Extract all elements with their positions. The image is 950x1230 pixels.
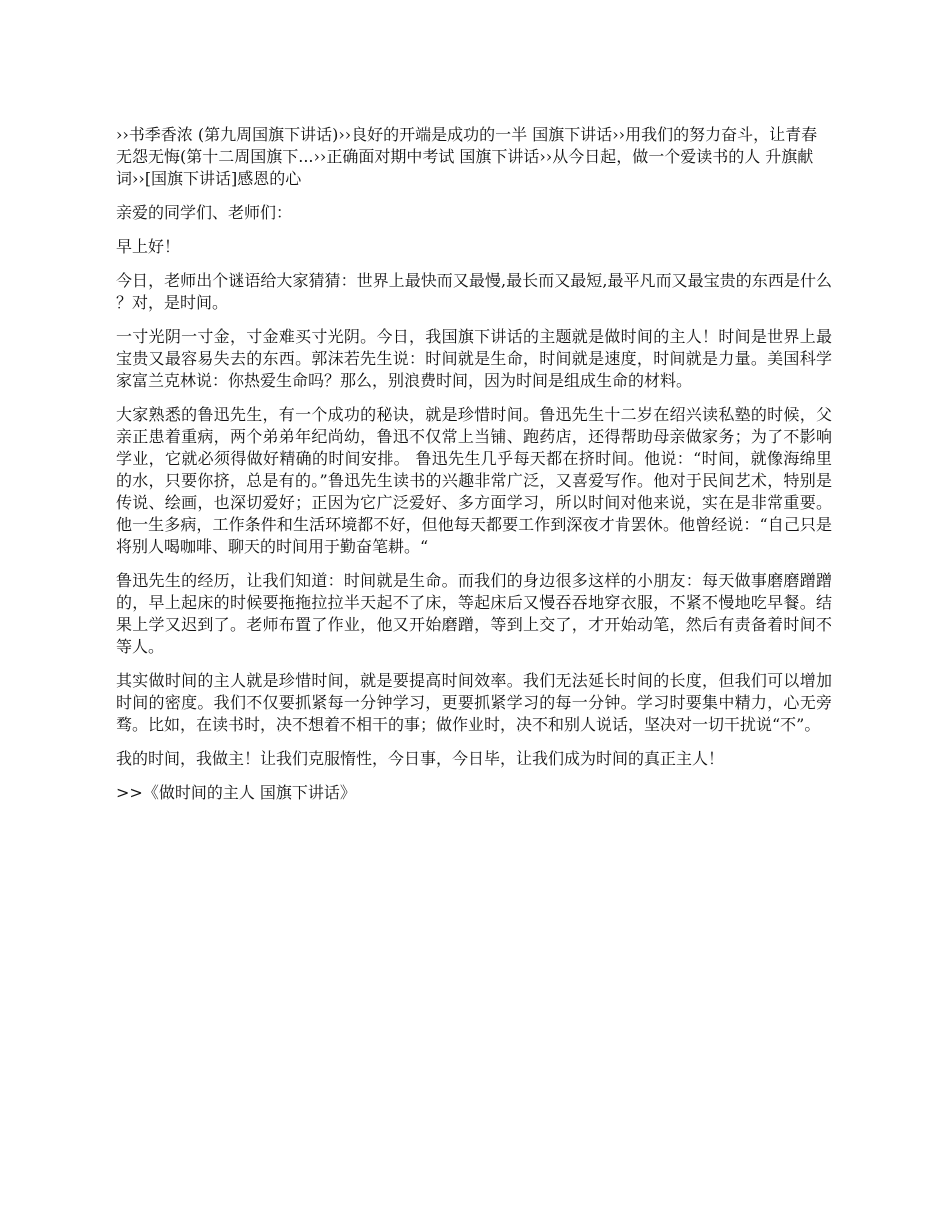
link-separator: ›› — [539, 147, 553, 166]
closing-paragraph: 我的时间，我做主！让我们克服惰性，今日事，今日毕，让我们成为时间的真正主人！ — [116, 749, 725, 768]
body-paragraph: 一寸光阴一寸金，寸金难买寸光阴。今日，我国旗下讲话的主题就是做时间的主人！时间是世界上最宝贵又最容易失去的东西。郭沫若先生说：时间就是生命，时间就是速度，时间就是力量。美国科学家富兰克林说：你热爱生命吗？那么，别浪费时间，因为时间是组成生命的材料。 — [116, 327, 832, 390]
related-link[interactable]: [国旗下讲话]感恩的心 — [144, 169, 302, 188]
salutation: 亲爱的同学们、老师们： — [116, 203, 293, 222]
related-link[interactable]: 用我们的努力奋斗，让青春无怨无悔(第十二周国旗下... — [116, 125, 818, 166]
body-paragraph: 鲁迅先生的经历，让我们知道：时间就是生命。而我们的身边很多这样的小朋友：每天做事磨磨蹭蹭的，早上起床的时候要拖拖拉拉半天起不了床，等起床后又慢吞吞地穿衣服，不紧不慢地吃早餐。结果上学又迟到了。老师布置了作业，他又开始磨蹭，等到上交了，才开始动笔，然后有责备着时间不等人。 — [116, 571, 832, 656]
related-links — [116, 124, 832, 190]
related-link[interactable]: 正确面对期中考试 国旗下讲话 — [326, 147, 540, 166]
related-link[interactable]: 良好的开端是成功的一半 国旗下讲话 — [351, 125, 613, 144]
greeting: 早上好！ — [116, 237, 181, 256]
body-paragraph: 今日，老师出个谜语给大家猜猜：世界上最快而又最慢,最长而又最短,最平凡而又最宝贵的东西是什么？对，是时间。 — [116, 271, 832, 312]
body-paragraph: 其实做时间的主人就是珍惜时间，就是要提高时间效率。我们无法延长时间的长度，但我们可以增加时间的密度。我们不仅要抓紧每一分钟学习，更要抓紧学习的每一分钟。学习时要集中精力，心无旁骛。比如，在读书时，决不想着不相干的事；做作业时，决不和别人说话，坚决对一切干扰说“不”。 — [116, 671, 832, 734]
body-paragraph: 大家熟悉的鲁迅先生，有一个成功的秘诀，就是珍惜时间。鲁迅先生十二岁在绍兴读私塾的时候，父亲正患着重病，两个弟弟年纪尚幼，鲁迅不仅常上当铺、跑药店，还得帮助母亲做家务；为了不影响学业，它就必须得做好精确的时间安排。 鲁迅先生几乎每天都在挤时间。他说：“时间，就像海绵里的水，只要你挤，总是有的。”鲁迅先生读书的兴趣非常广泛，又喜爱写作。他对于民间艺术，特别是传说、绘画，也深切爱好；正因为它广泛爱好、多方面学习，所以时间对他来说，实在是非常重要。他一生多病，工作条件和生活环境都不好，但他每天都要工作到深夜才肯罢休。他曾经说：“自己只是将别人喝咖啡、聊天的时间用于勤奋笔耕。“ — [116, 405, 832, 556]
link-separator: ›› — [612, 125, 626, 144]
link-separator: ›› — [116, 125, 129, 144]
link-separator: ›› — [132, 169, 145, 188]
source-article-link[interactable]: >>《做时间的主人 国旗下讲话》 — [116, 783, 356, 802]
related-link[interactable]: 书季香浓 (第九周国旗下讲话) — [128, 125, 339, 144]
document-page — [116, 124, 832, 816]
link-separator: ›› — [338, 125, 352, 144]
related-link[interactable]: 从今日起，做一个爱读书的人 升旗献词 — [116, 147, 814, 188]
source-link-line — [116, 782, 832, 804]
link-separator: ›› — [313, 147, 327, 166]
